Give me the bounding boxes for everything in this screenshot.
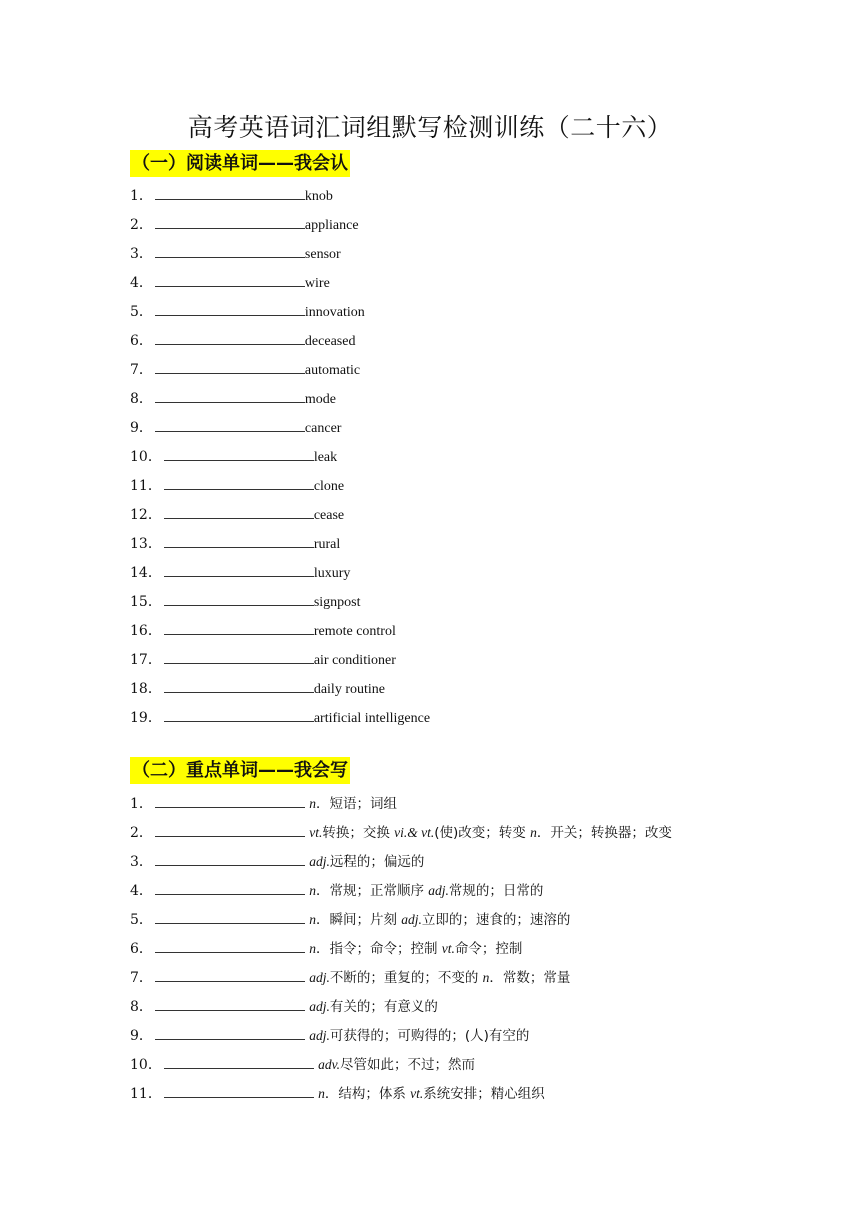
item-number: 5． xyxy=(130,304,153,320)
answer-blank[interactable] xyxy=(155,272,305,287)
vocabulary-word: signpost xyxy=(313,595,361,610)
definition xyxy=(305,941,522,957)
writing-word-list xyxy=(130,789,672,1108)
answer-blank[interactable] xyxy=(155,330,305,345)
list-item xyxy=(130,934,672,963)
part-of-speech: adv. xyxy=(318,1057,340,1072)
answer-blank[interactable] xyxy=(155,996,305,1011)
answer-blank[interactable] xyxy=(155,880,305,895)
item-number: 14． xyxy=(130,565,162,581)
definition-text: 远程的；偏远的 xyxy=(329,854,425,870)
answer-blank[interactable] xyxy=(155,243,305,258)
vocabulary-word: automatic xyxy=(304,363,361,378)
vocabulary-word: sensor xyxy=(304,247,341,262)
list-item xyxy=(130,327,430,356)
answer-blank[interactable] xyxy=(164,504,314,519)
list-item xyxy=(130,211,430,240)
item-number: 9． xyxy=(130,1028,153,1044)
definition-text: 尽管如此；不过；然而 xyxy=(340,1057,475,1073)
list-item xyxy=(130,905,672,934)
list-item xyxy=(130,182,430,211)
part-of-speech: n xyxy=(309,912,316,927)
definition xyxy=(305,912,570,928)
item-number: 19． xyxy=(130,710,162,726)
item-number: 3． xyxy=(130,246,153,262)
list-item xyxy=(130,414,430,443)
list-item xyxy=(130,588,430,617)
item-number: 1． xyxy=(130,796,153,812)
list-item xyxy=(130,298,430,327)
vocabulary-word: knob xyxy=(304,189,333,204)
vocabulary-word: cease xyxy=(313,508,345,523)
list-item xyxy=(130,646,430,675)
vocabulary-word: rural xyxy=(313,537,341,552)
part-of-speech: vt. xyxy=(441,941,455,956)
item-number: 15． xyxy=(130,594,162,610)
vocabulary-word: deceased xyxy=(304,334,356,349)
item-number: 17． xyxy=(130,652,162,668)
item-number: 6． xyxy=(130,941,153,957)
definition xyxy=(305,970,570,986)
definition-text: ．常规；正常顺序 xyxy=(315,883,429,899)
vocabulary-word: cancer xyxy=(304,421,342,436)
answer-blank[interactable] xyxy=(164,707,314,722)
list-item xyxy=(130,1050,672,1079)
part-of-speech: n xyxy=(482,970,490,985)
definition-text: 不断的；重复的；不变的 xyxy=(329,970,483,986)
part-of-speech: adj. xyxy=(401,912,422,927)
vocabulary-word: luxury xyxy=(313,566,351,581)
answer-blank[interactable] xyxy=(164,620,314,635)
answer-blank[interactable] xyxy=(164,591,314,606)
part-of-speech: adj. xyxy=(428,883,449,898)
answer-blank[interactable] xyxy=(155,938,305,953)
item-number: 5． xyxy=(130,912,153,928)
answer-blank[interactable] xyxy=(155,793,305,808)
list-item xyxy=(130,704,430,733)
answer-blank[interactable] xyxy=(155,301,305,316)
vocabulary-word: innovation xyxy=(304,305,365,320)
answer-blank[interactable] xyxy=(164,1054,314,1069)
item-number: 2． xyxy=(130,825,153,841)
item-number: 7． xyxy=(130,970,153,986)
definition-text: (使)改变；转变 xyxy=(434,825,531,841)
item-number: 16． xyxy=(130,623,162,639)
vocabulary-word: mode xyxy=(304,392,337,407)
answer-blank[interactable] xyxy=(164,1083,314,1098)
item-number: 12． xyxy=(130,507,162,523)
list-item xyxy=(130,530,430,559)
list-item xyxy=(130,675,430,704)
definition-text: 命令；控制 xyxy=(454,941,523,957)
list-item xyxy=(130,356,430,385)
definition-text: ．指令；命令；控制 xyxy=(315,941,442,957)
part-of-speech: n xyxy=(309,796,316,811)
definition-text: 转换；交换 xyxy=(322,825,395,841)
item-number: 8． xyxy=(130,391,153,407)
list-item xyxy=(130,789,672,818)
list-item xyxy=(130,443,430,472)
item-number: 13． xyxy=(130,536,162,552)
vocabulary-word: wire xyxy=(304,276,330,291)
definition xyxy=(314,1086,545,1102)
list-item xyxy=(130,818,672,847)
section-heading-writing: （二）重点单词——我会写 xyxy=(130,757,350,784)
definition-text: 有关的；有意义的 xyxy=(329,999,438,1015)
list-item xyxy=(130,501,430,530)
part-of-speech: n xyxy=(309,883,316,898)
definition xyxy=(305,796,397,812)
item-number: 1． xyxy=(130,188,153,204)
answer-blank[interactable] xyxy=(155,214,305,229)
definition xyxy=(305,883,543,899)
answer-blank[interactable] xyxy=(155,185,305,200)
item-number: 10． xyxy=(130,1057,162,1073)
answer-blank[interactable] xyxy=(164,446,314,461)
answer-blank[interactable] xyxy=(164,475,314,490)
item-number: 8． xyxy=(130,999,153,1015)
item-number: 7． xyxy=(130,362,153,378)
definition-text: ．开关；转换器；改变 xyxy=(536,825,672,841)
definition-text: ．常数；常量 xyxy=(489,970,571,986)
list-item xyxy=(130,847,672,876)
item-number: 11． xyxy=(130,1086,162,1102)
answer-blank[interactable] xyxy=(155,967,305,982)
definition xyxy=(305,999,438,1015)
list-item xyxy=(130,876,672,905)
vocabulary-word: clone xyxy=(313,479,345,494)
vocabulary-word: daily routine xyxy=(313,682,385,697)
definition xyxy=(314,1057,475,1073)
list-item xyxy=(130,559,430,588)
answer-blank[interactable] xyxy=(164,678,314,693)
item-number: 4． xyxy=(130,275,153,291)
list-item xyxy=(130,1021,672,1050)
answer-blank[interactable] xyxy=(155,1025,305,1040)
list-item xyxy=(130,385,430,414)
part-of-speech: n xyxy=(309,941,316,956)
list-item xyxy=(130,992,672,1021)
item-number: 3． xyxy=(130,854,153,870)
list-item xyxy=(130,269,430,298)
definition xyxy=(305,825,672,841)
vocabulary-word: air conditioner xyxy=(313,653,396,668)
part-of-speech: adj. xyxy=(309,854,330,869)
part-of-speech: vi.& vt. xyxy=(394,825,435,840)
reading-word-list xyxy=(130,182,430,733)
answer-blank[interactable] xyxy=(164,533,314,548)
item-number: 9． xyxy=(130,420,153,436)
part-of-speech: n xyxy=(318,1086,325,1101)
item-number: 4． xyxy=(130,883,153,899)
answer-blank[interactable] xyxy=(155,822,305,837)
vocabulary-word: artificial intelligence xyxy=(313,711,431,726)
list-item xyxy=(130,617,430,646)
list-item xyxy=(130,240,430,269)
list-item xyxy=(130,472,430,501)
definition xyxy=(305,854,424,870)
vocabulary-word: remote control xyxy=(313,624,396,639)
part-of-speech: vt. xyxy=(410,1086,424,1101)
answer-blank[interactable] xyxy=(155,851,305,866)
part-of-speech: adj. xyxy=(309,1028,330,1043)
item-number: 18． xyxy=(130,681,162,697)
answer-blank[interactable] xyxy=(155,417,305,432)
item-number: 2． xyxy=(130,217,153,233)
vocabulary-word: appliance xyxy=(304,218,359,233)
definition-text: 常规的；日常的 xyxy=(448,883,544,899)
definition-text: ．瞬间；片刻 xyxy=(315,912,402,928)
section-heading-reading: （一）阅读单词——我会认 xyxy=(130,150,350,177)
page-title: 高考英语词汇词组默写检测训练（二十六） xyxy=(187,113,673,142)
vocabulary-word: leak xyxy=(313,450,338,465)
definition-text: 系统安排；精心组织 xyxy=(423,1086,545,1102)
item-number: 11． xyxy=(130,478,162,494)
answer-blank[interactable] xyxy=(155,359,305,374)
definition-text: ．结构；体系 xyxy=(324,1086,411,1102)
definition xyxy=(305,1028,529,1044)
list-item xyxy=(130,963,672,992)
item-number: 6． xyxy=(130,333,153,349)
answer-blank[interactable] xyxy=(164,649,314,664)
part-of-speech: vt. xyxy=(309,825,323,840)
part-of-speech: n xyxy=(530,825,537,840)
definition-text: 立即的；速食的；速溶的 xyxy=(421,912,571,928)
part-of-speech: adj. xyxy=(309,970,330,985)
answer-blank[interactable] xyxy=(155,909,305,924)
definition-text: 可获得的；可购得的；(人)有空的 xyxy=(329,1028,530,1044)
list-item xyxy=(130,1079,672,1108)
item-number: 10． xyxy=(130,449,162,465)
answer-blank[interactable] xyxy=(155,388,305,403)
part-of-speech: adj. xyxy=(309,999,330,1014)
definition-text: ．短语；词组 xyxy=(315,796,397,812)
answer-blank[interactable] xyxy=(164,562,314,577)
